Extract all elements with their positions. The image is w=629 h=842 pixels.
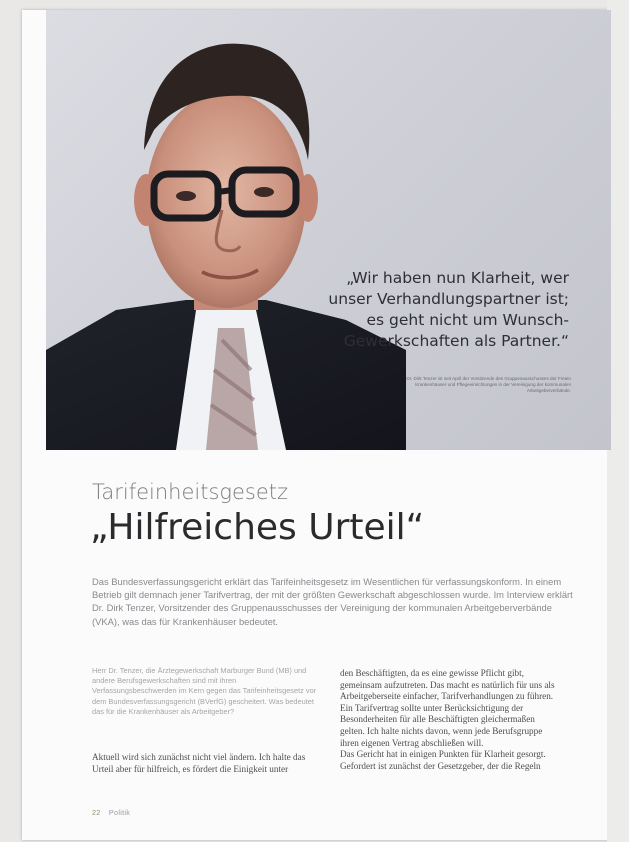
article-lead: Das Bundesverfassungsgericht erklärt das Tarifeinheitsgesetz im Wesentlichen für verfassungskonform. In einem Betrieb gilt demnach jener Tarifvertrag, der mit der größten Gewerkschaft abgeschlossen wurde. Im Interview erklärt Dr. Dirk Tenzer, Vorsitzender des Gruppenausschusses der Vereinigung der kommunalen Arbeitgeberverbände (VKA), was das für Krankenhäuser bedeutet.: [92, 576, 573, 627]
article-headline: „Hilfreiches Urteil“: [90, 507, 425, 548]
interview-question: Herr Dr. Tenzer, die Ärztegewerkschaft Marburger Bund (MB) und andere Berufsgewerkschaften sind mit ihren Verfassungsbeschwerden im Kern gegen das Tarifeinheitsgesetz vor dem Bundesverfassungsgericht (BVerfG) gescheitert. Was bedeutet das für die Krankenhäuser als Arbeitgeber?: [92, 666, 317, 716]
portrait-photo: [46, 10, 611, 450]
page-number: 22: [92, 808, 101, 817]
man-portrait-image: [46, 10, 406, 450]
quote-caption: Dr. Dirk Tenzer ist seit April der Vorsitzende des Gruppenausschusses der Freien Krankenhäuser und Pflegeeinrichtungen in der Vereinigung der kommunalen Arbeitgeberverbände.: [406, 376, 571, 394]
pull-quote: „Wir haben nun Klarheit, wer unser Verhandlungspartner ist; es geht nicht um Wunsch-Gewerkschaften als Partner.“: [328, 269, 569, 350]
answer-paragraph: Das Gericht hat in einigen Punkten für Klarheit gesorgt. Gefordert ist zunächst der Gesetzgeber, der die Regeln: [340, 749, 546, 771]
article-kicker: Tarifeinheitsgesetz: [92, 480, 289, 504]
answer-column-left: Aktuell wird sich zunächst nicht viel ändern. Ich halte das Urteil aber für hilfreich, es fördert die Einigkeit unter: [92, 752, 306, 774]
section-name: Politik: [108, 808, 131, 817]
answer-paragraph: den Beschäftigten, da es eine gewisse Pflicht gibt, gemeinsam aufzutreten. Das macht es natürlich für uns als Arbeitgeberseite einfacher, Tarifverhandlungen zu führen. Ein Tarifvertrag sollte unter Berücksichtigung der Besonderheiten für alle Beschäftigten gleichermaßen gelten. Ich halte nichts davon, wenn jede Berufsgruppe ihren eigenen Vertrag abschließen will.: [340, 668, 555, 748]
page-footer: [92, 808, 130, 817]
answer-column-right: [340, 668, 558, 772]
